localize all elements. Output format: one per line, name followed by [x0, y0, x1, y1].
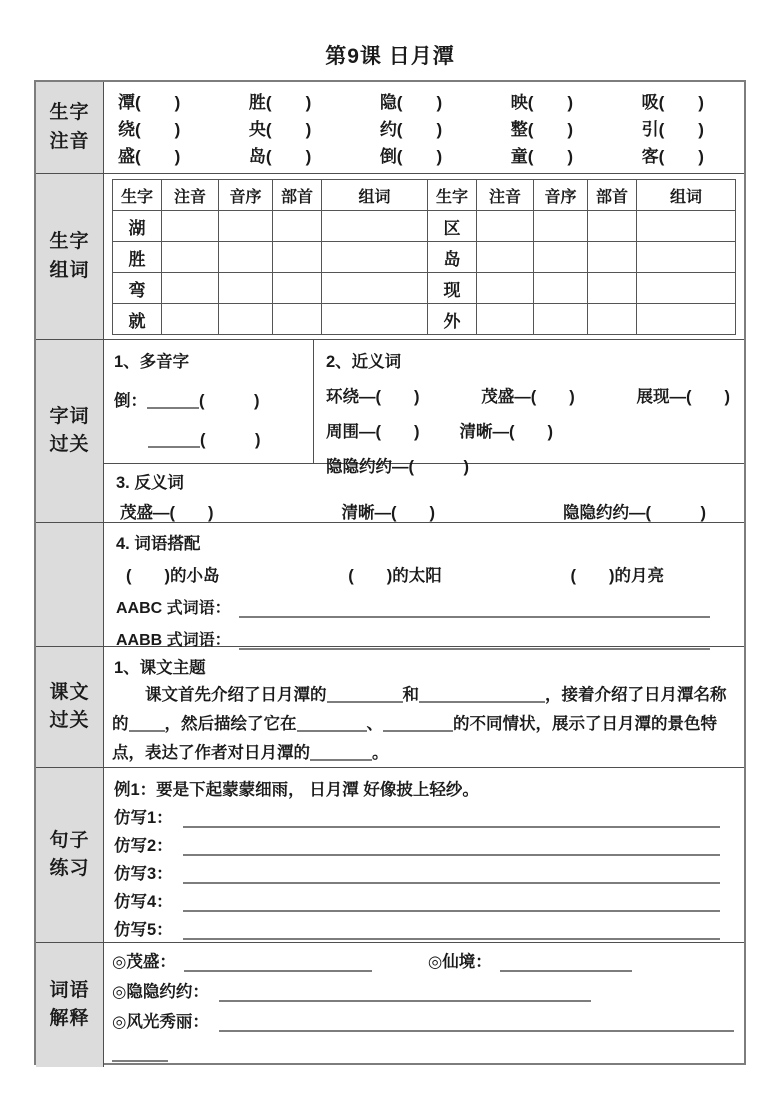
empty-cell [588, 211, 637, 242]
fill-blank [112, 1046, 168, 1062]
zhuyin-item: 约( ) [379, 120, 443, 139]
section-label-line: 解释 [49, 1008, 90, 1029]
zhuyin-content [104, 82, 744, 174]
kewen-text: 和 [402, 686, 419, 704]
fill-blank [148, 432, 200, 448]
jinyici-heading: 2、近义词 [326, 353, 402, 371]
fill-blank [147, 393, 199, 409]
fill-blank [219, 986, 591, 1002]
kewen-text: ，接着介绍了日月潭名称的 [112, 686, 727, 733]
fill-blank [219, 1016, 734, 1032]
fill-blank [239, 602, 710, 618]
fill-blank [183, 924, 720, 940]
zuci-header: 部首 [588, 180, 637, 211]
ciyu-label: ◎隐隐约约： [112, 983, 209, 1001]
aabc-line [116, 595, 734, 618]
fill-blank [383, 716, 453, 732]
duoyinzi-prefix: 倒： [114, 392, 147, 410]
ciyu-label: ◎茂盛： [112, 953, 176, 971]
kewen-text: 、 [366, 715, 383, 733]
empty-cell [637, 242, 736, 273]
jinyici-box [314, 340, 744, 476]
fanyici-heading: 3. 反义词 [116, 474, 184, 492]
section-label-zuci [36, 174, 104, 340]
jinyici-item: 清晰—( ) [459, 423, 553, 441]
zhuyin-row [104, 115, 744, 140]
empty-cell [219, 242, 273, 273]
jinyici-item: 环绕—( ) [326, 388, 420, 406]
section-label-line: 句子 [49, 829, 90, 851]
zuci-table-wrap [104, 174, 744, 339]
zici-row1 [104, 340, 744, 476]
zhuyin-item: 倒( ) [379, 147, 443, 166]
section-label-zhuyin [36, 82, 104, 174]
kewen-text: 的不同情状，展示了日月潭的景色特点，表达了作者对日月潭的 [112, 715, 717, 762]
zuci-row [113, 273, 736, 304]
section-label-juzi [36, 768, 104, 943]
duoyinzi-paren: ( ) [200, 431, 261, 449]
zuci-char: 外 [428, 304, 477, 335]
zhuyin-item: 绕( ) [118, 120, 181, 139]
fangxie-line [114, 921, 734, 940]
fanyici-item: 茂盛—( ) [120, 504, 214, 522]
section-label-empty [36, 523, 104, 647]
empty-cell [322, 304, 428, 335]
fangxie-label: 仿写2： [114, 837, 173, 855]
zhuyin-row [104, 88, 744, 113]
empty-cell [322, 242, 428, 273]
dapei-heading: 4. 词语搭配 [116, 535, 201, 553]
aabc-label: AABC 式词语： [116, 600, 231, 617]
dapei-item: ( )的月亮 [570, 567, 664, 585]
fanyici-line [116, 493, 734, 523]
juzi-box [104, 768, 744, 943]
ciyu-label: ◎风光秀丽： [112, 1013, 209, 1031]
zuci-row [113, 211, 736, 242]
empty-cell [477, 304, 534, 335]
section-label-line: 注音 [49, 130, 90, 152]
ciyu-line [112, 1042, 734, 1062]
zuci-char: 弯 [113, 273, 162, 304]
empty-cell [637, 304, 736, 335]
zhuyin-item: 胜( ) [248, 93, 312, 112]
section-label-line: 词语 [49, 979, 90, 1001]
fill-blank [184, 956, 372, 972]
fanyici-item: 清晰—( ) [341, 504, 435, 522]
jinyici-item: 茂盛—( ) [481, 388, 575, 406]
jinyici-line [326, 383, 734, 407]
empty-cell [588, 273, 637, 304]
zuci-header: 音序 [219, 180, 273, 211]
zuci-row [113, 304, 736, 335]
section-label-line: 练习 [49, 858, 90, 879]
section-label-line: 生字 [49, 231, 90, 252]
fangxie-label: 仿写3： [114, 865, 173, 883]
example-sentence: 例1：要是下起蒙蒙细雨， 日月潭 好像披上轻纱。 [114, 781, 479, 799]
fill-blank [183, 896, 720, 912]
fill-blank [310, 745, 372, 761]
section-label-kewen [36, 647, 104, 768]
jinyici-item: 周围—( ) [326, 423, 420, 441]
aabb-label: AABB 式词语： [116, 632, 231, 649]
fangxie-label: 仿写1： [114, 809, 173, 827]
section-label-line: 生字 [49, 102, 90, 123]
worksheet-table [34, 80, 746, 1065]
section-label-line: 过关 [49, 710, 90, 731]
empty-cell [637, 273, 736, 304]
fangxie-line [114, 809, 734, 828]
fill-blank [183, 868, 720, 884]
kewen-heading: 1、课文主题 [114, 659, 206, 677]
fill-blank [297, 716, 367, 732]
section-label-line: 组词 [49, 259, 90, 281]
empty-cell [219, 304, 273, 335]
zhuyin-item: 隐( ) [379, 93, 443, 112]
zuci-char: 胜 [113, 242, 162, 273]
zuci-char: 湖 [113, 211, 162, 242]
zuci-char: 就 [113, 304, 162, 335]
zhuyin-item: 央( ) [248, 120, 312, 139]
section-label-zici [36, 340, 104, 523]
kewen-paragraph [112, 681, 736, 768]
zhuyin-item: 岛( ) [248, 147, 312, 166]
empty-cell [534, 304, 588, 335]
section-label-ciyu [36, 943, 104, 1067]
duoyinzi-line [114, 387, 303, 411]
zuci-row [113, 242, 736, 273]
ciyu-label: ◎仙境： [427, 953, 492, 971]
empty-cell [588, 304, 637, 335]
zuci-header: 音序 [534, 180, 588, 211]
zhuyin-item: 映( ) [510, 93, 574, 112]
dapei-item: ( )的小岛 [126, 567, 220, 585]
empty-cell [162, 242, 219, 273]
fanyici-item: 隐隐约约—( ) [563, 504, 706, 522]
zhuyin-row [104, 142, 744, 167]
section-label-line: 过关 [49, 434, 90, 455]
empty-cell [273, 211, 322, 242]
zuci-header: 组词 [637, 180, 736, 211]
zhuyin-item: 引( ) [641, 120, 704, 139]
zhuyin-item: 童( ) [510, 147, 574, 166]
jinyici-line [326, 418, 734, 442]
empty-cell [162, 211, 219, 242]
zuci-table [112, 179, 736, 335]
zuci-char: 现 [428, 273, 477, 304]
ciyu-box [104, 943, 744, 1067]
zuci-header: 注音 [162, 180, 219, 211]
fill-blank [129, 716, 165, 732]
fill-blank [500, 956, 632, 972]
empty-cell [534, 273, 588, 304]
empty-cell [273, 242, 322, 273]
kewen-text: 。 [372, 744, 389, 762]
fangxie-line [114, 893, 734, 912]
fangxie-label: 仿写4： [114, 893, 173, 911]
zuci-header: 注音 [477, 180, 534, 211]
zuci-header: 部首 [273, 180, 322, 211]
zuci-char: 区 [428, 211, 477, 242]
empty-cell [477, 273, 534, 304]
zhuyin-item: 盛( ) [118, 147, 181, 166]
section-label-line: 课文 [49, 681, 90, 703]
empty-cell [477, 242, 534, 273]
zuci-header-row [113, 180, 736, 211]
empty-cell [162, 273, 219, 304]
zhuyin-item: 潭( ) [118, 93, 181, 112]
section-label-line: 字词 [49, 405, 90, 427]
ciyu-line [112, 1012, 734, 1032]
fangxie-line [114, 865, 734, 884]
dapei-box [104, 523, 744, 647]
empty-cell [322, 211, 428, 242]
duoyinzi-box [104, 340, 314, 463]
fill-blank [419, 687, 545, 703]
fangxie-line [114, 837, 734, 856]
zuci-header: 生字 [113, 180, 162, 211]
fill-blank [183, 840, 720, 856]
zuci-header: 组词 [322, 180, 428, 211]
jinyici-item: 展现—( ) [636, 388, 730, 406]
zhuyin-item: 吸( ) [641, 93, 704, 112]
ciyu-line [112, 982, 734, 1002]
fill-blank [183, 812, 720, 828]
zuci-header: 生字 [428, 180, 477, 211]
zuci-char: 岛 [428, 242, 477, 273]
ciyu-line [112, 952, 734, 972]
empty-cell [534, 211, 588, 242]
zhuyin-item: 客( ) [641, 147, 704, 166]
dapei-item: ( )的太阳 [348, 567, 442, 585]
empty-cell [219, 211, 273, 242]
zhuyin-item: 整( ) [510, 120, 574, 139]
dapei-line [116, 554, 734, 586]
kewen-text: ，然后描绘了它在 [164, 715, 297, 733]
empty-cell [219, 273, 273, 304]
empty-cell [534, 242, 588, 273]
empty-cell [162, 304, 219, 335]
empty-cell [637, 211, 736, 242]
page-title: 第9课 日月潭 [325, 45, 455, 68]
fanyici-box [104, 464, 744, 523]
kewen-box [104, 647, 744, 768]
empty-cell [477, 211, 534, 242]
zuci-content [104, 174, 744, 340]
duoyinzi-heading: 1、多音字 [114, 353, 190, 371]
fill-blank [327, 687, 403, 703]
empty-cell [273, 273, 322, 304]
kewen-text: 课文首先介绍了日月潭的 [145, 686, 327, 704]
jinyici-item: 隐隐约约—( ) [326, 458, 469, 476]
duoyinzi-line [148, 426, 303, 450]
empty-cell [322, 273, 428, 304]
empty-cell [273, 304, 322, 335]
fangxie-label: 仿写5： [114, 921, 173, 939]
duoyinzi-paren: ( ) [199, 392, 260, 410]
empty-cell [588, 242, 637, 273]
